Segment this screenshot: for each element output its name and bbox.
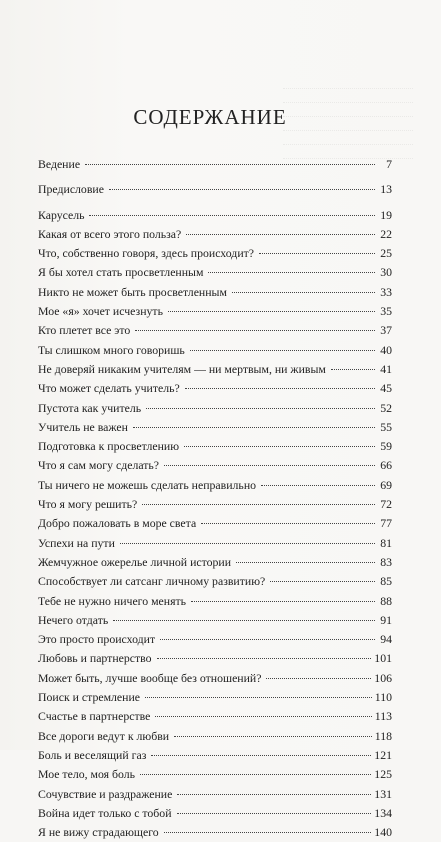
toc-entry-title: Все дороги ведут к любви bbox=[38, 728, 170, 743]
toc-leader-dots bbox=[177, 812, 372, 814]
toc-entry bbox=[38, 283, 392, 302]
toc-entry-title: Какая от всего этого польза? bbox=[38, 226, 182, 241]
toc-entry-page: 85 bbox=[380, 574, 392, 589]
toc-entry-title: Тебе не нужно ничего менять bbox=[38, 593, 187, 608]
toc-entry bbox=[38, 418, 392, 437]
toc-entry-title: Это просто происходит bbox=[38, 632, 156, 647]
toc-entry-title: Добро пожаловать в море света bbox=[38, 516, 197, 531]
toc-leader-dots bbox=[151, 754, 371, 756]
toc-leader-dots bbox=[133, 426, 375, 428]
toc-entry bbox=[38, 611, 392, 630]
toc-entry bbox=[38, 765, 392, 784]
toc-entry-page: 106 bbox=[374, 670, 392, 685]
toc-entry-page: 77 bbox=[380, 516, 392, 531]
toc-leader-dots bbox=[184, 445, 375, 447]
toc-entry-page: 121 bbox=[374, 747, 392, 762]
toc-entry-title: Мое тело, моя боль bbox=[38, 767, 136, 782]
toc-entry bbox=[38, 155, 392, 174]
toc-entry bbox=[38, 437, 392, 456]
toc-leader-dots bbox=[236, 561, 375, 563]
toc-entry-title: Я бы хотел стать просветленным bbox=[38, 265, 204, 280]
toc-leader-dots bbox=[135, 329, 375, 331]
toc-leader-dots bbox=[160, 638, 375, 640]
toc-entry-page: 91 bbox=[380, 612, 392, 627]
toc-entry-page: 30 bbox=[380, 265, 392, 280]
toc-entry bbox=[38, 341, 392, 360]
toc-entry bbox=[38, 707, 392, 726]
toc-entry-page: 45 bbox=[380, 381, 392, 396]
toc-leader-dots bbox=[190, 349, 375, 351]
toc-entry-page: 72 bbox=[380, 497, 392, 512]
toc-entry bbox=[38, 379, 392, 398]
toc-entry-page: 33 bbox=[380, 284, 392, 299]
toc-entry-page: 13 bbox=[380, 182, 392, 197]
toc-leader-dots bbox=[140, 773, 371, 775]
toc-entry bbox=[38, 669, 392, 688]
toc-entry-page: 110 bbox=[374, 690, 392, 705]
toc-entry bbox=[38, 804, 392, 823]
toc-leader-dots bbox=[168, 310, 375, 312]
toc-entry bbox=[38, 823, 392, 842]
toc-entry bbox=[38, 727, 392, 746]
toc-entry-title: Ведение bbox=[38, 157, 81, 171]
toc-leader-dots bbox=[145, 696, 372, 698]
toc-entry bbox=[38, 399, 392, 418]
toc-entry-page: 41 bbox=[380, 361, 392, 376]
toc-entry-title: Ты слишком много говоришь bbox=[38, 342, 185, 357]
toc-entry-title: Кто плетет все это bbox=[38, 323, 131, 338]
toc-leader-dots bbox=[261, 484, 375, 486]
toc-entry-page: 81 bbox=[380, 535, 392, 550]
toc-entry-title: Никто не может быть просветленным bbox=[38, 284, 227, 299]
toc-entry bbox=[38, 688, 392, 707]
page-title: СОДЕРЖАНИЕ bbox=[133, 105, 287, 129]
toc-entry-page: 131 bbox=[374, 786, 392, 801]
toc-entry-page: 19 bbox=[380, 207, 392, 222]
toc-entry-page: 52 bbox=[380, 400, 392, 415]
toc-leader-dots bbox=[331, 368, 375, 370]
toc-entry-title: Успехи на пути bbox=[38, 535, 115, 550]
toc-entry bbox=[38, 534, 392, 553]
toc-entry-page: 140 bbox=[374, 825, 392, 840]
toc-leader-dots bbox=[186, 233, 375, 235]
toc-entry-title: Не доверяй никаким учителям — ни мертвым, ни живым bbox=[38, 361, 326, 376]
toc-entry-title: Что, собственно говоря, здесь происходит? bbox=[38, 246, 255, 261]
toc-leader-dots bbox=[157, 657, 372, 659]
toc-entry-title: Жемчужное ожерелье личной истории bbox=[38, 554, 232, 569]
toc-entry bbox=[38, 785, 392, 804]
toc-entry bbox=[38, 456, 392, 475]
toc-entry-page: 66 bbox=[380, 458, 392, 473]
toc-leader-dots bbox=[191, 600, 375, 602]
toc-entry-title: Ты ничего не можешь сделать неправильно bbox=[38, 477, 257, 492]
toc-leader-dots bbox=[155, 715, 371, 717]
toc-entry bbox=[38, 225, 392, 244]
toc-entry-title: Счастье в партнерстве bbox=[38, 709, 151, 724]
toc-entry bbox=[38, 360, 392, 379]
toc-leader-dots bbox=[177, 793, 371, 795]
toc-entry-page: 101 bbox=[374, 651, 392, 666]
toc-entry bbox=[38, 302, 392, 321]
toc-entry-page: 25 bbox=[380, 246, 392, 261]
toc-entry-page: 113 bbox=[374, 709, 392, 724]
toc-entry bbox=[38, 649, 392, 668]
toc-leader-dots bbox=[232, 291, 375, 293]
toc-entry-page: 88 bbox=[380, 593, 392, 608]
toc-entry-page: 37 bbox=[380, 323, 392, 338]
toc-entry bbox=[38, 321, 392, 340]
toc-entry-page: 7 bbox=[386, 157, 392, 171]
toc-entry bbox=[38, 630, 392, 649]
toc-leader-dots bbox=[89, 214, 375, 216]
table-of-contents bbox=[38, 155, 392, 842]
toc-leader-dots bbox=[266, 677, 371, 679]
toc-leader-dots bbox=[174, 735, 372, 737]
toc-leader-dots bbox=[146, 407, 375, 409]
toc-entry-title: Любовь и партнерство bbox=[38, 651, 152, 666]
toc-entry bbox=[38, 476, 392, 495]
toc-leader-dots bbox=[120, 542, 375, 544]
toc-leader-dots bbox=[142, 503, 375, 505]
toc-entry-title: Учитель не важен bbox=[38, 419, 128, 434]
toc-entry-title: Сочувствие и раздражение bbox=[38, 786, 173, 801]
toc-entry bbox=[38, 746, 392, 765]
toc-entry bbox=[38, 553, 392, 572]
toc-entry-page: 125 bbox=[374, 767, 392, 782]
toc-entry-title: Может быть, лучше вообще без отношений? bbox=[38, 670, 262, 685]
toc-leader-dots bbox=[85, 163, 375, 165]
toc-leader-dots bbox=[201, 522, 375, 524]
toc-entry bbox=[38, 206, 392, 225]
toc-entry-page: 83 bbox=[380, 554, 392, 569]
toc-entry-title: Война идет только с тобой bbox=[38, 805, 172, 820]
toc-entry-title: Способствует ли сатсанг личному развитию? bbox=[38, 574, 266, 589]
toc-entry-page: 59 bbox=[380, 439, 392, 454]
toc-entry-page: 55 bbox=[380, 419, 392, 434]
toc-leader-dots bbox=[113, 619, 375, 621]
toc-leader-dots bbox=[270, 580, 375, 582]
toc-entry bbox=[38, 514, 392, 533]
toc-entry bbox=[38, 495, 392, 514]
toc-entry-title: Поиск и стремление bbox=[38, 690, 141, 705]
toc-leader-dots bbox=[208, 271, 375, 273]
toc-entry-page: 22 bbox=[380, 226, 392, 241]
toc-leader-dots bbox=[164, 831, 372, 833]
toc-leader-dots bbox=[109, 188, 375, 190]
toc-entry-page: 134 bbox=[374, 805, 392, 820]
toc-entry-page: 94 bbox=[380, 632, 392, 647]
toc-leader-dots bbox=[164, 464, 375, 466]
toc-entry-title: Что может сделать учитель? bbox=[38, 381, 180, 396]
toc-entry-page: 35 bbox=[380, 304, 392, 319]
toc-entry-title: Я не вижу страдающего bbox=[38, 825, 159, 840]
toc-leader-dots bbox=[185, 387, 375, 389]
toc-entry-title: Что я могу решить? bbox=[38, 497, 138, 512]
toc-entry-title: Карусель bbox=[38, 207, 85, 222]
toc-entry-title: Нечего отдать bbox=[38, 612, 109, 627]
toc-entry-title: Подготовка к просветлению bbox=[38, 439, 180, 454]
toc-entry-title: Что я сам могу сделать? bbox=[38, 458, 160, 473]
toc-entry bbox=[38, 180, 392, 199]
toc-entry-page: 118 bbox=[374, 728, 392, 743]
toc-leader-dots bbox=[259, 252, 375, 254]
toc-entry-page: 40 bbox=[380, 342, 392, 357]
toc-entry-title: Боль и веселящий газ bbox=[38, 747, 147, 762]
toc-entry bbox=[38, 263, 392, 282]
toc-entry bbox=[38, 244, 392, 263]
toc-entry-page: 69 bbox=[380, 477, 392, 492]
toc-entry bbox=[38, 592, 392, 611]
toc-entry-title: Мое «я» хочет исчезнуть bbox=[38, 304, 163, 319]
toc-entry bbox=[38, 572, 392, 591]
toc-entry-title: Предисловие bbox=[38, 182, 104, 197]
toc-entry-title: Пустота как учитель bbox=[38, 400, 142, 415]
